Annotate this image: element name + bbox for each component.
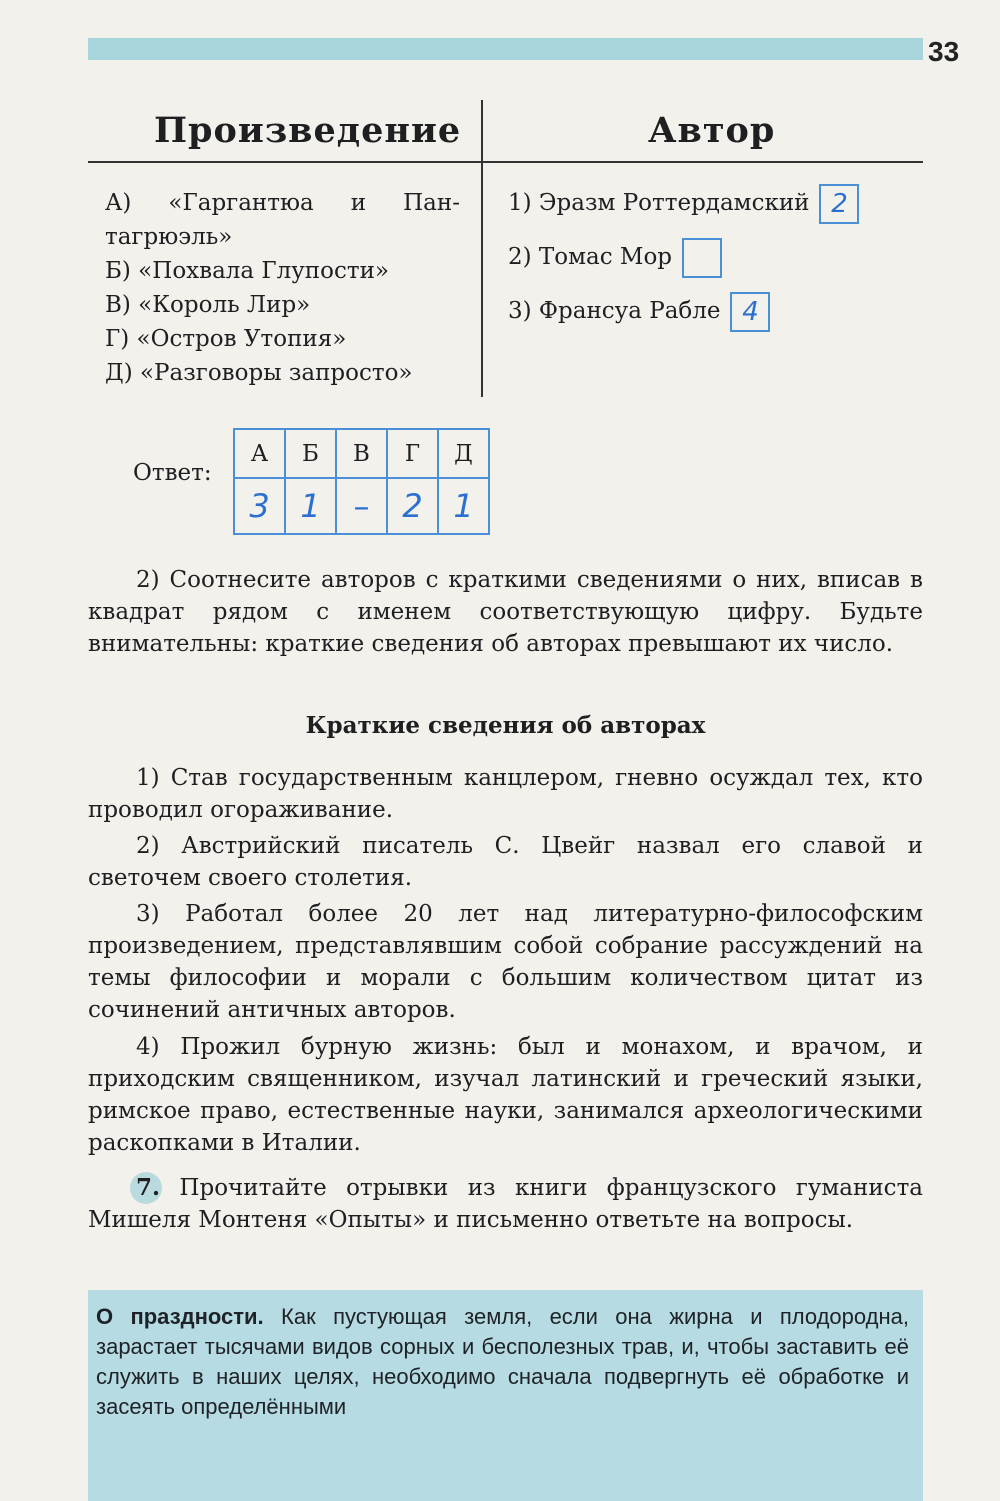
answer-letter: А bbox=[234, 429, 285, 478]
answer-grid bbox=[233, 428, 490, 535]
answer-letter: В bbox=[336, 429, 387, 478]
table-header-divider bbox=[88, 161, 923, 163]
task2-instructions: 2) Соотнесите авторов с краткими сведениями о них, вписав в квадрат рядом с именем соответствующую цифру. Будьте внимательны: краткие сведения об авторах превышают их число. bbox=[88, 567, 923, 657]
fact-item: 2) Австрийский писатель С. Цвейг назвал его славой и светочем своего столетия. bbox=[88, 833, 923, 891]
answer-cell[interactable]: 2 bbox=[387, 478, 438, 534]
header-band bbox=[88, 38, 923, 60]
excerpt-text bbox=[88, 1290, 923, 1422]
work-item: А) «Гаргантюа и Пан-тагрюэль» bbox=[105, 190, 460, 250]
fact-item: 4) Прожил бурную жизнь: был и монахом, и врачом, и приходским священником, изучал латинский и греческий языки, римское право, естественные науки, занимался археологическими раскопками в Италии. bbox=[88, 1034, 923, 1156]
task7-text: Прочитайте отрывки из книги французского гуманиста Мишеля Монтеня «Опыты» и письменно ответьте на вопросы. bbox=[88, 1175, 923, 1233]
answer-label: Ответ: bbox=[133, 460, 212, 486]
author-answer-box[interactable]: 2 bbox=[819, 184, 859, 224]
work-item: В) «Король Лир» bbox=[105, 292, 311, 318]
task-number: 7. bbox=[136, 1174, 161, 1201]
task7-instructions bbox=[88, 1172, 923, 1236]
fact-item: 1) Став государственным канцлером, гневно осуждал тех, кто проводил огораживание. bbox=[88, 765, 923, 823]
answer-letter: Д bbox=[438, 429, 489, 478]
work-item: Б) «Похвала Глупости» bbox=[105, 258, 389, 284]
answer-cell[interactable]: 1 bbox=[438, 478, 489, 534]
page-number: 33 bbox=[928, 36, 960, 67]
author-name: 3) Франсуа Рабле bbox=[508, 298, 721, 324]
author-name: 1) Эразм Роттердамский bbox=[508, 190, 810, 216]
excerpt-box bbox=[88, 1290, 923, 1501]
answer-cell[interactable]: 3 bbox=[234, 478, 285, 534]
work-item: Г) «Остров Утопия» bbox=[105, 326, 347, 352]
author-item bbox=[508, 186, 859, 240]
author-item bbox=[508, 294, 859, 348]
answer-letter: Г bbox=[387, 429, 438, 478]
works-header: Произведение bbox=[154, 110, 462, 151]
answer-cell[interactable]: – bbox=[336, 478, 387, 534]
excerpt-title: О праздности. bbox=[96, 1304, 264, 1329]
table-column-divider bbox=[481, 100, 483, 397]
work-item: Д) «Разговоры запросто» bbox=[105, 360, 413, 386]
authors-header: Автор bbox=[648, 110, 776, 151]
facts-heading: Краткие сведения об авторах bbox=[305, 712, 706, 739]
fact-item: 3) Работал более 20 лет над литературно-философским произведением, представлявшим собой собрание рассуждений на темы философии и морали с большим количеством цитат из сочинений античных авторов. bbox=[88, 901, 923, 1023]
answer-cell[interactable]: 1 bbox=[285, 478, 336, 534]
author-item bbox=[508, 240, 859, 294]
works-list bbox=[105, 186, 460, 390]
author-answer-box[interactable] bbox=[682, 238, 722, 278]
author-name: 2) Томас Мор bbox=[508, 244, 673, 270]
answer-letter: Б bbox=[285, 429, 336, 478]
excerpt-body: Как пустующая земля, если она жирна и плодородна, зарастает тысячами видов сорных и бесполезных трав, и, чтобы заставить её служить в наших целях, необходимо сначала подвергнуть её обработке и засеять определёнными bbox=[96, 1304, 909, 1419]
authors-list bbox=[508, 186, 859, 348]
author-answer-box[interactable]: 4 bbox=[730, 292, 770, 332]
